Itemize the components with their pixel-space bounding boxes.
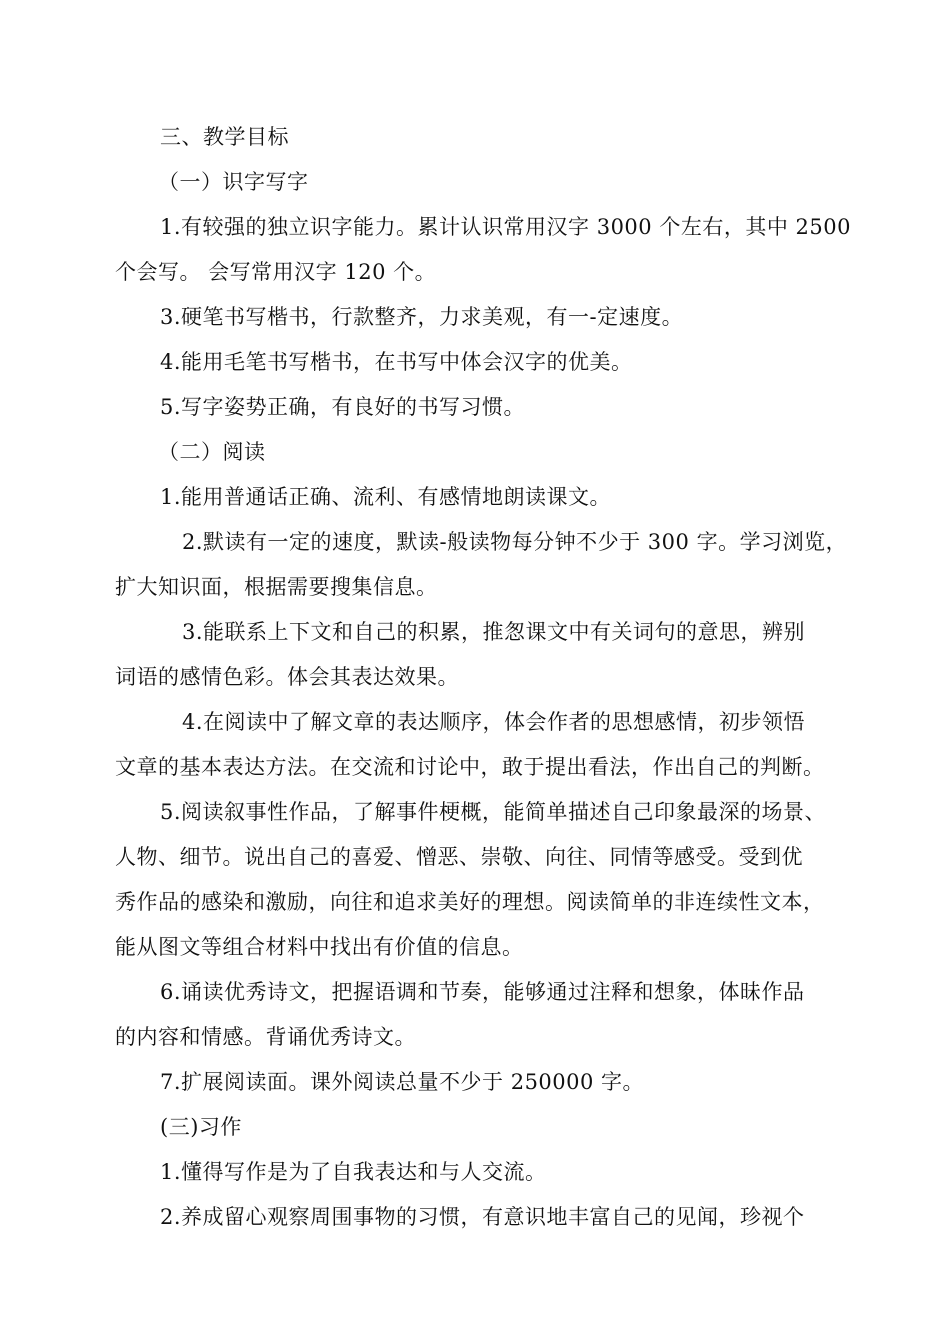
paragraph-line: 的内容和情感。背诵优秀诗文。 (115, 1025, 416, 1049)
paragraph-line: 4.能用毛笔书写楷书，在书写中体会汉字的优美。 (160, 350, 633, 374)
paragraph-line: 2.默读有一定的速度，默读-般读物每分钟不少于 300 字。学习浏览， (182, 530, 848, 554)
paragraph-line: 6.诵读优秀诗文，把握语调和节奏，能够通过注释和想象，体昧作品 (160, 980, 805, 1004)
section-heading: 三、教学目标 (160, 125, 289, 149)
paragraph-line: 文章的基本表达方法。在交流和讨论中，敢于提出看法，作出自己的判断。 (115, 755, 825, 779)
subsection-heading: （二）阅读 (158, 440, 266, 464)
paragraph-line: 2.养成留心观察周围事物的习惯，有意识地丰富自己的见闻，珍视个 (160, 1205, 805, 1229)
paragraph-line: 个会写。 会写常用汉字 120 个。 (115, 260, 437, 284)
subsection-heading: （一）识字写字 (158, 170, 309, 194)
paragraph-line: 4.在阅读中了解文章的表达顺序，体会作者的思想感情，初步领悟 (182, 710, 806, 734)
paragraph-line: 5.写字姿势正确，有良好的书写习惯。 (160, 395, 526, 419)
paragraph-line: 扩大知识面，根据需要搜集信息。 (115, 575, 438, 599)
paragraph-line: 3.能联系上下文和自己的积累，推怱课文中有关词句的意思，辨别 (182, 620, 806, 644)
paragraph-line: 人物、细节。说出自己的喜爱、憎恶、崇敬、向往、同情等感受。受到优 (115, 845, 803, 869)
paragraph-line: 秀作品的感染和激励，向往和追求美好的理想。阅读简单的非连续性文本， (115, 890, 825, 914)
paragraph-line: 1.能用普通话正确、流利、有感情地朗读课文。 (160, 485, 612, 509)
paragraph-line: 1.懂得写作是为了自我表达和与人交流。 (160, 1160, 547, 1184)
paragraph-line: 7.扩展阅读面。课外阅读总量不少于 250000 字。 (160, 1070, 645, 1094)
paragraph-line: 能从图文等组合材料中找出有价值的信息。 (115, 935, 524, 959)
subsection-heading: (三)习作 (160, 1115, 242, 1139)
paragraph-line: 5.阅读叙事性作品，了解事件梗概，能简单描述自己印象最深的场景、 (160, 800, 827, 824)
paragraph-line: 1.有较强的独立识字能力。累计认识常用汉字 3000 个左右，其中 2500 (160, 215, 851, 239)
paragraph-line: 词语的感情色彩。体会其表达效果。 (115, 665, 459, 689)
paragraph-line: 3.硬笔书写楷书，行款整齐，力求美观，有一-定速度。 (160, 305, 684, 329)
